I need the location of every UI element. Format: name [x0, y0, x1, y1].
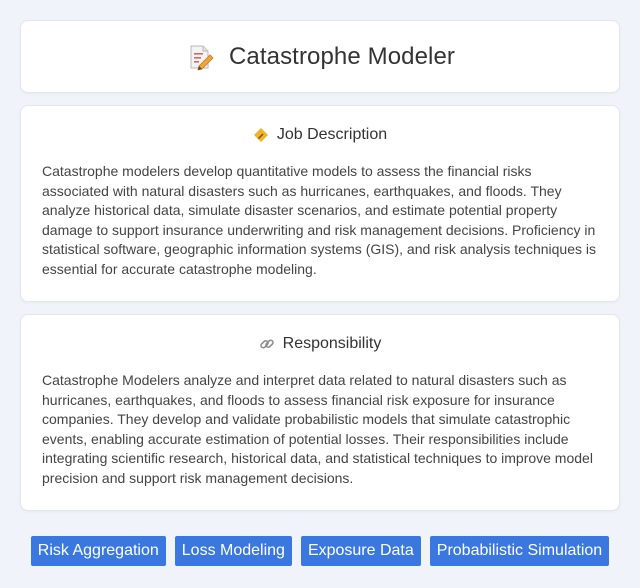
section-heading: [42, 126, 598, 144]
section-title: Responsibility: [282, 335, 382, 352]
document-pencil-icon: [185, 42, 215, 72]
tag-exposure-data[interactable]: Exposure Data: [301, 536, 421, 566]
diamond-pen-icon: [253, 127, 269, 143]
responsibility-section: [20, 314, 620, 511]
page-title: Catastrophe Modeler: [228, 42, 456, 70]
skill-tags: [20, 536, 620, 566]
section-body: Catastrophe modelers develop quantitative models to assess the financial risks associated with natural disasters such as hurricanes, earthquakes, and floods. They analyze historical data, simulate disaster scenarios, and estimate potential property damage to support insurance underwriting and risk management decisions. Proficiency in statistical software, geographic information systems (GIS), and risk analysis techniques is essential for accurate catastrophe modeling.: [42, 163, 597, 277]
tag-risk-aggregation[interactable]: Risk Aggregation: [31, 536, 166, 566]
section-body: Catastrophe Modelers analyze and interpret data related to natural disasters such as hurricanes, earthquakes, and floods to assess financial risk exposure for insurance companies. They develop and validate probabilistic models that simulate catastrophic events, enabling accurate estimation of potential losses. Their responsibilities include integrating scientific research, historical data, and statistical techniques to improve model precision and support risk management decisions.: [42, 372, 593, 486]
section-heading: [42, 335, 598, 353]
tag-probabilistic-simulation[interactable]: Probabilistic Simulation: [430, 536, 609, 566]
job-description-section: [20, 105, 620, 302]
tag-loss-modeling[interactable]: Loss Modeling: [175, 536, 292, 566]
link-icon: [259, 336, 275, 352]
title-card: [20, 20, 620, 93]
section-title: Job Description: [276, 126, 388, 143]
